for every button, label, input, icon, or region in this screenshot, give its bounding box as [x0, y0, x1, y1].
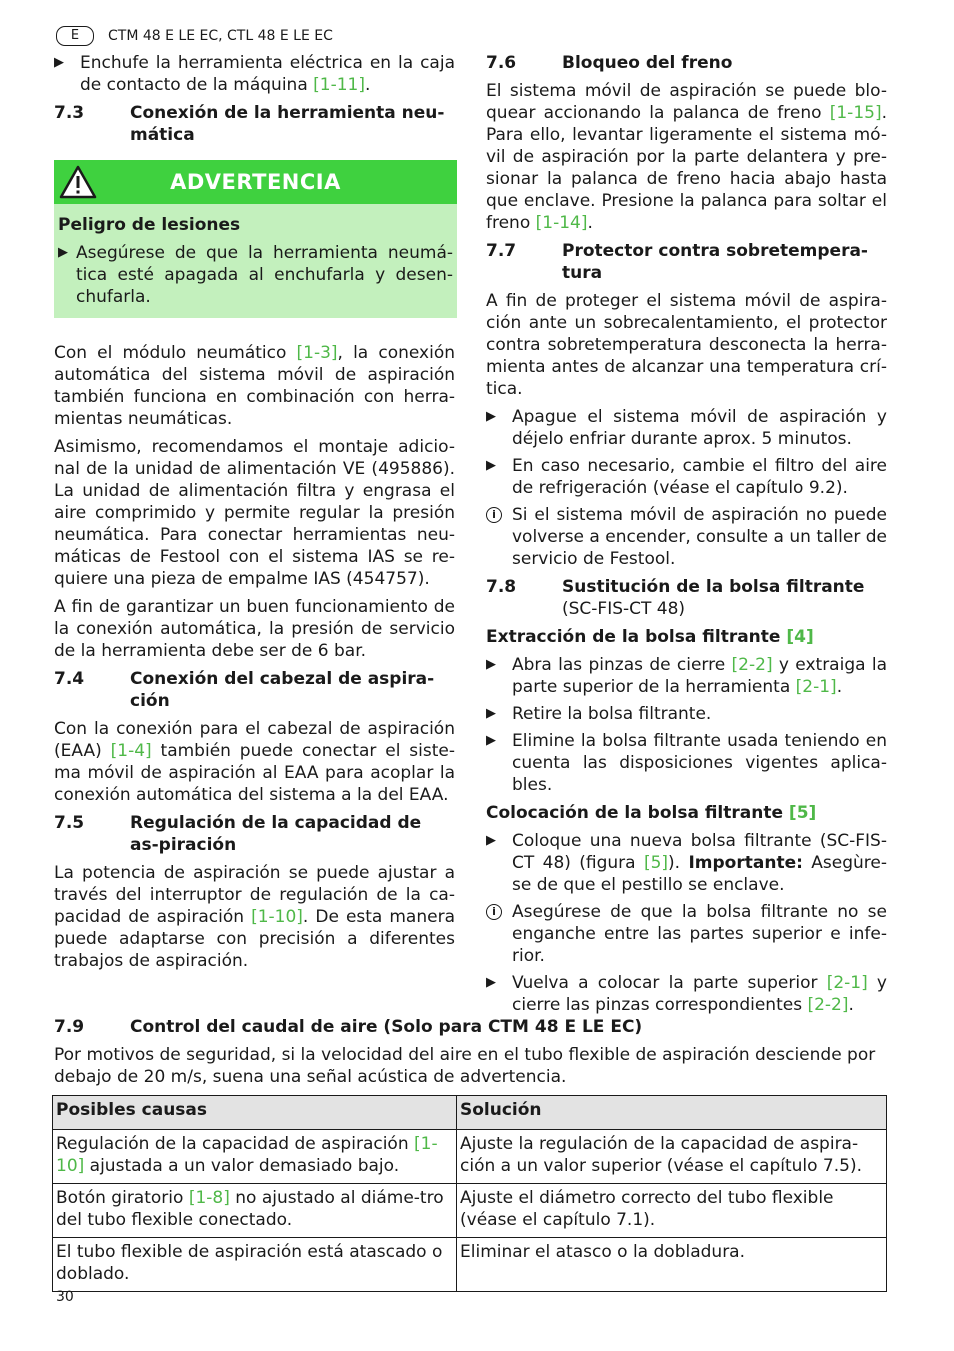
paragraph: El sistema móvil de aspiración se puede blo-quear accionando la palanca de freno [1-15]. Para ello, levantar ligeramente el sistema mó-vil de aspiración por la parte delantera y pre-sionar la palanca de freno hacia abajo hasta que enclave. Presione la palanca para soltar el freno [1-14]. [486, 81, 887, 233]
figure-reference: [4] [786, 627, 814, 647]
triangle-bullet-icon: ▶ [54, 55, 64, 70]
section-heading: 7.8 Sustitución de la bolsa filtrante (SC-FIS-CT 48) [486, 577, 865, 619]
figure-reference: [2-2] [807, 995, 849, 1015]
list-item: i Si el sistema móvil de aspiración no puede volverse a encender, consulte a un taller de servicio de Festool. [486, 504, 887, 570]
section-heading: 7.5 Regulación de la capacidad de as-piración [54, 813, 422, 855]
list-item: ▶ Abra las pinzas de cierre [2-2] y extraiga la parte superior de la herramienta [2-1]. [486, 655, 888, 697]
model-title: CTM 48 E LE EC, CTL 48 E LE EC [108, 28, 333, 44]
table-cell: Botón giratorio [1-8] no ajustado al diáme-tro del tubo flexible conectado. [53, 1184, 457, 1238]
table-row [53, 1238, 887, 1292]
list-item: i Asegúrese de que la bolsa filtrante no se enganche entre las partes superior e infe-rior. [486, 901, 887, 967]
figure-reference: [1-4] [110, 741, 152, 761]
triangle-bullet-icon: ▶ [486, 833, 496, 848]
list-item: ▶ Retire la bolsa filtrante. [486, 704, 712, 724]
paragraph: A fin de garantizar un buen funcionamiento de la conexión automática, la presión de servicio de la herramienta debe ser de 6 bar. [54, 597, 455, 661]
column-header: Posibles causas [53, 1096, 457, 1130]
paragraph: Con la conexión para el cabezal de aspiración (EAA) [1-4] también puede conectar el siste-ma móvil de aspiración al EAA para acoplar la conexión automática del sistema a la del EAA. [54, 719, 455, 805]
list-item: ▶ Vuelva a colocar la parte superior [2-1] y cierre las pinzas correspondientes [2-2]. [486, 973, 887, 1015]
figure-reference: [1-11] [313, 75, 365, 95]
list-item: ▶ Coloque una nueva bolsa filtrante (SC-FIS-CT 48) (figura [5]). Importante: Asegùre-se de que el pestillo se enclave. [486, 831, 887, 895]
info-icon: i [486, 507, 502, 523]
list-item: ▶ Enchufe la herramienta eléctrica en la caja de contacto de la máquina [1-11]. [54, 53, 455, 95]
section-heading: 7.6 Bloqueo del freno [486, 53, 733, 73]
table-header-row [53, 1096, 887, 1130]
subheading: Colocación de la bolsa filtrante [5] [486, 803, 817, 823]
list-item: ▶ En caso necesario, cambie el filtro del aire de refrigeración (véase el capítulo 9.2). [486, 456, 887, 498]
subheading: Extracción de la bolsa filtrante [4] [486, 627, 814, 647]
page-header [56, 25, 333, 47]
table-row [53, 1184, 887, 1238]
warning-subtitle: Peligro de lesiones [58, 215, 241, 235]
list-item: ▶ Asegúrese de que la herramienta neumá-tica esté apagada al enchufarla y desen-chufarla. [58, 243, 453, 307]
warning-triangle-icon [58, 164, 98, 200]
paragraph: Con el módulo neumático [1-3], la conexión automática del sistema móvil de aspiración también funciona en combinación con herra-mientas neumáticas. [54, 343, 455, 429]
info-icon: i [486, 904, 502, 920]
figure-reference: [1-15] [829, 103, 882, 123]
section-heading: 7.3 Conexión de la herramienta neu-mática [54, 103, 445, 145]
warning-title: ADVERTENCIA [170, 170, 341, 194]
list-item: ▶ Elimine la bolsa filtrante usada teniendo en cuenta las disposiciones vigentes aplica-bles. [486, 731, 887, 795]
table-cell: El tubo flexible de aspiración está atascado o doblado. [53, 1238, 457, 1292]
warning-header [54, 160, 457, 204]
triangle-bullet-icon: ▶ [486, 657, 496, 672]
troubleshooting-table [52, 1095, 887, 1292]
table-cell: Ajuste la regulación de la capacidad de aspira-ción a un valor superior (véase el capítulo 7.5). [457, 1130, 887, 1184]
figure-reference: [2-1] [826, 973, 868, 993]
figure-reference: [1-3] [296, 343, 338, 363]
right-column [486, 52, 887, 1021]
paragraph: Asimismo, recomendamos el montaje adicio-nal de la unidad de alimentación VE (495886). La unidad de alimentación filtra y engrasa el aire comprimido y permite regular la presión neumática. Para conectar herramientas neu-máticas de Festool con el sistema IAS se re-quiere una pieza de empalme IAS (454757). [54, 437, 455, 589]
paragraph: Por motivos de seguridad, si la velocidad del aire en el tubo flexible de aspiración desciende por debajo de 20 m/s, suena una señal acústica de advertencia. [54, 1045, 876, 1087]
figure-reference: [1-14] [535, 213, 588, 233]
figure-reference: [2-1] [795, 677, 837, 697]
warning-body [54, 204, 457, 318]
section-heading: 7.9 Control del caudal de aire (Solo para CTM 48 E LE EC) [54, 1017, 643, 1037]
left-column [54, 52, 455, 978]
figure-reference: [2-2] [731, 655, 773, 675]
section-7-9 [54, 1010, 887, 1094]
column-header: Solución [457, 1096, 887, 1130]
table-cell: Ajuste el diámetro correcto del tubo flexible (véase el capítulo 7.1). [457, 1184, 887, 1238]
list-item: ▶ Apague el sistema móvil de aspiración y déjelo enfriar durante aprox. 5 minutos. [486, 407, 887, 449]
figure-reference: [5] [788, 803, 817, 823]
paragraph: A fin de proteger el sistema móvil de aspira-ción ante un sobrecalentamiento, el protector contra sobretemperatura desconecta la herra-mienta antes de alcanzar una temperatura crí-tica. [486, 291, 887, 399]
paragraph: La potencia de aspiración se puede ajustar a través del interruptor de regulación de la ca-pacidad de aspiración [1-10]. De esta manera puede adaptarse con precisión a diferentes trabajos de aspiración. [54, 863, 455, 971]
figure-reference: [5] [643, 853, 669, 873]
page-number: 30 [56, 1289, 74, 1305]
triangle-bullet-icon: ▶ [486, 733, 496, 748]
table-cell: Eliminar el atasco o la dobladura. [457, 1238, 887, 1292]
triangle-bullet-icon: ▶ [486, 458, 496, 473]
triangle-bullet-icon: ▶ [486, 409, 496, 424]
table-row [53, 1130, 887, 1184]
triangle-bullet-icon: ▶ [58, 245, 68, 260]
table-cell: Regulación de la capacidad de aspiración [1-10] ajustada a un valor demasiado bajo. [53, 1130, 457, 1184]
warning-box [54, 160, 457, 318]
figure-reference: [1-8] [188, 1188, 230, 1208]
figure-reference: [1-10] [56, 1134, 438, 1176]
section-heading: 7.7 Protector contra sobretempera-tura [486, 241, 868, 283]
triangle-bullet-icon: ▶ [486, 975, 496, 990]
language-badge: E [56, 26, 94, 46]
section-heading: 7.4 Conexión del cabezal de aspira-ción [54, 669, 435, 711]
triangle-bullet-icon: ▶ [486, 706, 496, 721]
figure-reference: [1-10] [251, 907, 303, 927]
